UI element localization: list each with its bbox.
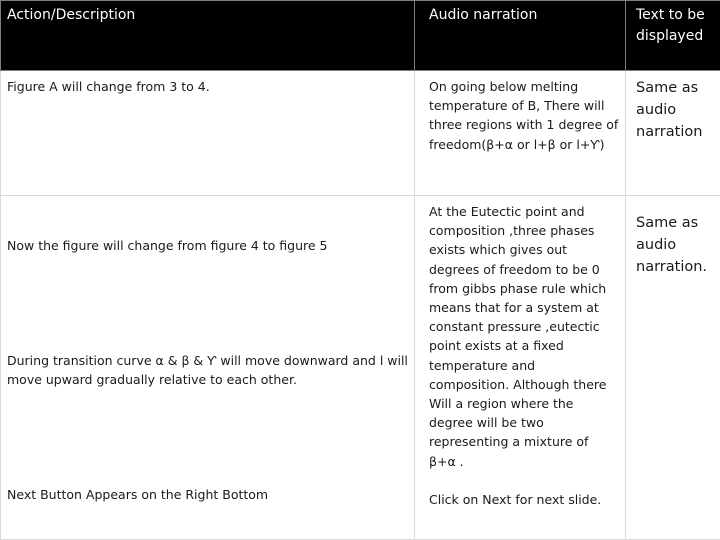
audio-text: At the Eutectic point and composition ,three phases exists which gives out degrees of freedom to be 0 from gibbs phase rule which means that for a system at constant pressure ,eutectic point exists at a fixed temperature and composition. Although there Will a region where the degree will be two representing a mixture of β+α .: [429, 204, 607, 469]
header-audio-narration: Audio narration: [415, 1, 626, 71]
row-2-action: [1, 196, 415, 540]
display-text: Same as audio narration.: [636, 215, 708, 275]
row-1-display-text: [626, 71, 720, 196]
audio-text: On going below melting temperature of B, There will three regions with 1 degree of freedom(β+α or l+β or l+Ƴ): [429, 79, 619, 152]
audio-text: Click on Next for next slide.: [429, 491, 602, 507]
action-text: Figure A will change from 3 to 4.: [7, 79, 210, 94]
row-2-audio: [415, 196, 626, 540]
table-row: [1, 196, 720, 540]
header-action-description: Action/Description: [1, 1, 415, 71]
action-text: During transition curve α & β & Ƴ will move downward and l will move upward gradually relative to each other.: [7, 353, 408, 387]
table-header-row: [1, 1, 720, 71]
table-row: [1, 71, 720, 196]
row-1-audio: [415, 71, 626, 196]
header-text-to-be-displayed: Text to be displayed: [626, 1, 720, 71]
action-text: Next Button Appears on the Right Bottom: [7, 487, 269, 502]
row-1-action: [1, 71, 415, 196]
display-text: Same as audio narration: [636, 80, 703, 140]
action-text: Now the figure will change from figure 4 to figure 5: [7, 238, 328, 253]
row-2-display-text: [626, 196, 720, 540]
